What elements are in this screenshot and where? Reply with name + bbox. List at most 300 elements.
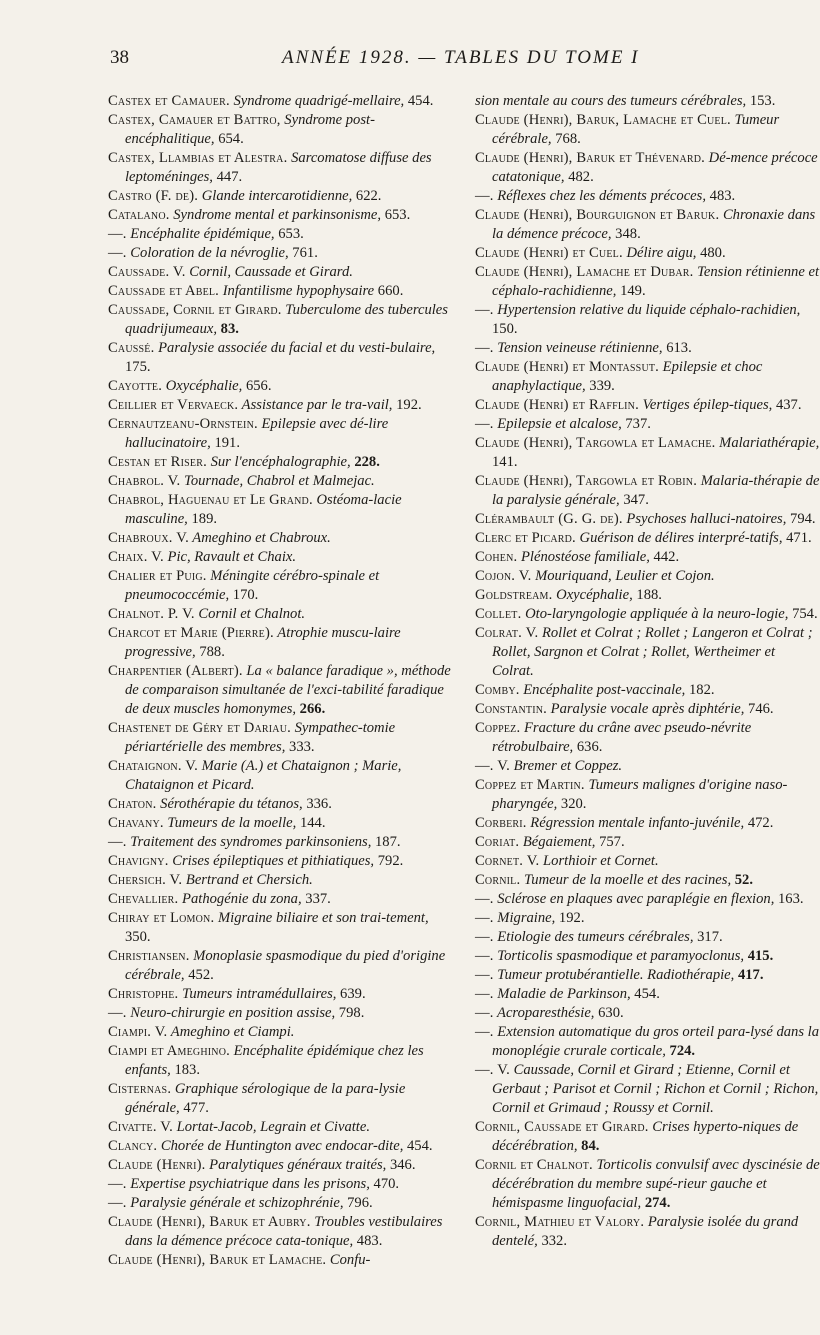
entry-title: Paralysie vocale après diphtérie,: [547, 701, 745, 717]
index-entry: [108, 263, 453, 282]
entry-title: Bégaiement,: [519, 834, 596, 850]
entry-author: —.: [108, 1005, 127, 1021]
index-entry: [475, 358, 820, 396]
entry-author: Chaix. V.: [108, 549, 164, 565]
entry-author: Claude (Henri), Baruk et Lamache.: [108, 1252, 327, 1268]
index-entry: [475, 947, 820, 966]
entry-reference: 350.: [125, 929, 151, 945]
entry-reference: 192.: [555, 910, 585, 926]
entry-author: Chataignon. V.: [108, 758, 198, 774]
entry-author: —.: [108, 245, 127, 261]
entry-reference: 317.: [693, 929, 723, 945]
entry-title: Chronaxie dans la démence précoce,: [492, 207, 816, 242]
entry-author: —.: [108, 1176, 127, 1192]
index-entry: [108, 206, 453, 225]
page-header: [110, 47, 660, 73]
entry-author: Claude (Henri), Targowla et Robin.: [475, 473, 698, 489]
index-entry: [108, 1194, 453, 1213]
entry-title: Délire aigu,: [622, 245, 697, 261]
index-entry: [108, 149, 453, 187]
entry-author: —.: [475, 302, 494, 318]
index-entry: [475, 415, 820, 434]
entry-title: Etiologie des tumeurs cérébrales,: [493, 929, 694, 945]
entry-author: Clerc et Picard.: [475, 530, 576, 546]
entry-author: Claude (Henri) et Montassut.: [475, 359, 660, 375]
index-entry: [475, 567, 820, 586]
entry-author: Castex et Camauer.: [108, 93, 230, 109]
entry-title: Tension rétinienne et céphalo-rachidienne,: [492, 264, 820, 299]
entry-title: Rollet et Colrat ; Rollet ; Langeron et Colrat ; Rollet, Sargnon et Colrat ; Rollet, Wertheimer et Colrat.: [492, 625, 813, 679]
entry-title: La « balance faradique », méthode de comparaison simultanée de l'exci-tabilité faradique de deux muscles homonymes,: [125, 663, 451, 717]
entry-reference: 796.: [343, 1195, 373, 1211]
entry-title: Migraine biliaire et son trai-tement,: [214, 910, 429, 926]
entry-reference: 442.: [649, 549, 680, 565]
entry-title: Marie (A.) et Chataignon ; Marie, Chataignon et Picard.: [125, 758, 402, 793]
index-entry: [108, 662, 453, 719]
index-entry: [475, 92, 820, 111]
entry-author: Christiansen.: [108, 948, 190, 964]
entry-author: Claude (Henri) et Rafflin.: [475, 397, 639, 413]
entry-author: Chabrol, Haguenau et Le Grand.: [108, 492, 313, 508]
index-entry: [108, 833, 453, 852]
entry-author: Chabrol. V.: [108, 473, 181, 489]
entry-author: —.: [475, 1005, 494, 1021]
entry-title: Paralysie associée du facial et du vesti-bulaire,: [154, 340, 436, 356]
entry-title: Assistance par le tra-vail,: [238, 397, 393, 413]
entry-title: Lortat-Jacob, Legrain et Civatte.: [172, 1119, 370, 1135]
entry-title: Ameghino et Chabroux.: [188, 530, 331, 546]
entry-title: Epilepsie et alcalose,: [493, 416, 622, 432]
entry-author: Cestan et Riser.: [108, 454, 207, 470]
entry-title: Pathogénie du zona,: [178, 891, 302, 907]
entry-title: Tuberculome des tubercules quadrijumeaux,: [125, 302, 448, 337]
entry-reference: 653.: [381, 207, 411, 223]
index-entry: [108, 548, 453, 567]
entry-title: Paralysie isolée du grand dentelé,: [492, 1214, 799, 1249]
index-entry: [108, 415, 453, 453]
entry-reference: 613.: [662, 340, 692, 356]
entry-title: Sur l'encéphalographie,: [206, 454, 351, 470]
index-entry: [475, 852, 820, 871]
index-entry: [108, 472, 453, 491]
index-entry: [108, 852, 453, 871]
entry-author: Claude (Henri).: [108, 1157, 206, 1173]
index-entry: [475, 111, 820, 149]
index-entry: [108, 453, 453, 472]
entry-title: Maladie de Parkinson,: [493, 986, 631, 1002]
index-entry: [108, 567, 453, 605]
index-entry: [108, 909, 453, 947]
entry-author: Comby.: [475, 682, 520, 698]
entry-reference: 654.: [214, 131, 244, 147]
entry-author: —.: [108, 226, 127, 242]
entry-reference: 483.: [706, 188, 736, 204]
entry-reference-bold: 274.: [641, 1195, 671, 1211]
entry-title: Caussade, Cornil et Girard ; Etienne, Cornil et Gerbaut ; Parisot et Cornil ; Richon et Cornil ; Richon, Cornil et Grimaud ; Roussy et Cornil.: [492, 1062, 819, 1116]
entry-title: Lorthioir et Cornet.: [539, 853, 659, 869]
entry-reference: 622.: [352, 188, 382, 204]
entry-title: Paralysie générale et schizophrénie,: [126, 1195, 344, 1211]
right-column: [475, 92, 820, 1251]
entry-title: Tumeur cérébrale,: [492, 112, 780, 147]
index-entry: [475, 719, 820, 757]
entry-reference-bold: 83.: [217, 321, 239, 337]
entry-reference: 656.: [242, 378, 272, 394]
entry-title: Infantilisme hypophysaire: [219, 283, 375, 299]
entry-title: Tension veineuse rétinienne,: [493, 340, 663, 356]
index-entry: [108, 1251, 453, 1270]
index-entry: [475, 1156, 820, 1213]
entry-title: Malaria-thérapie de la paralysie générale,: [492, 473, 820, 508]
index-entry: [108, 529, 453, 548]
entry-title: Tumeur protubérantielle. Radiothérapie,: [493, 967, 735, 983]
index-entry: [475, 776, 820, 814]
entry-title: Neuro-chirurgie en position assise,: [126, 1005, 336, 1021]
entry-author: Cornet. V.: [475, 853, 540, 869]
entry-title: Syndrome quadrigé-mellaire,: [229, 93, 405, 109]
index-entry: [475, 1023, 820, 1061]
entry-title: Traitement des syndromes parkinsoniens,: [126, 834, 372, 850]
entry-reference: 336.: [302, 796, 332, 812]
entry-title: Réflexes chez les déments précoces,: [493, 188, 706, 204]
entry-reference: 437.: [772, 397, 802, 413]
entry-author: Chersich. V.: [108, 872, 183, 888]
index-entry: [108, 377, 453, 396]
index-entry: [475, 757, 820, 776]
index-entry: [475, 472, 820, 510]
entry-author: Chavigny.: [108, 853, 169, 869]
entry-reference: 754.: [788, 606, 818, 622]
entry-author: Civatte. V.: [108, 1119, 173, 1135]
entry-title: Tumeurs de la moelle,: [163, 815, 297, 831]
entry-reference: 187.: [371, 834, 401, 850]
entry-reference: 346.: [386, 1157, 416, 1173]
entry-reference: 483.: [353, 1233, 383, 1249]
entry-title: Chorée de Huntington avec endocar-dite,: [157, 1138, 404, 1154]
index-entry: [475, 149, 820, 187]
entry-reference-bold: 52.: [731, 872, 753, 888]
entry-title: Ostéoma-lacie masculine,: [125, 492, 402, 527]
entry-author: Coppez et Martin.: [475, 777, 585, 793]
entry-title: Paralytiques généraux traités,: [205, 1157, 387, 1173]
entry-author: Chevallier.: [108, 891, 179, 907]
entry-author: Ceillier et Vervaeck.: [108, 397, 239, 413]
index-entry: [108, 1175, 453, 1194]
entry-author: Charcot et Marie (Pierre).: [108, 625, 274, 641]
entry-author: Coriat.: [475, 834, 520, 850]
entry-reference: 470.: [369, 1176, 400, 1192]
entry-reference: 757.: [595, 834, 625, 850]
entry-reference: 454.: [403, 1138, 433, 1154]
entry-title: Torticolis convulsif avec dyscinésie de décérébration du membre supé-rieur gauche et hémispasme linguofacial,: [492, 1157, 820, 1211]
entry-reference: 150.: [492, 321, 518, 337]
entry-reference: 191.: [210, 435, 240, 451]
entry-title: Sérothérapie du tétanos,: [156, 796, 303, 812]
entry-title: Oxycéphalie,: [162, 378, 243, 394]
entry-reference: 639.: [336, 986, 366, 1002]
entry-title: Fracture du crâne avec pseudo-névrite rétrobulbaire,: [492, 720, 752, 755]
entry-reference: 788.: [195, 644, 225, 660]
entry-author: Goldstream.: [475, 587, 553, 603]
entry-author: Claude (Henri), Bourguignon et Baruk.: [475, 207, 720, 223]
index-entry: [475, 605, 820, 624]
entry-author: —. V.: [475, 1062, 510, 1078]
entry-title: Tournade, Chabrol et Malmejac.: [180, 473, 375, 489]
entry-title: Psychoses halluci-natoires,: [622, 511, 787, 527]
index-entry: [108, 1004, 453, 1023]
entry-title: Hypertension relative du liquide céphalo-rachidien,: [493, 302, 801, 318]
entry-reference: 332.: [537, 1233, 567, 1249]
index-entry: [475, 833, 820, 852]
entry-title: Encéphalite épidémique,: [126, 226, 275, 242]
entry-title: Encéphalite post-vaccinale,: [519, 682, 686, 698]
entry-title: Syndrome mental et parkinsonisme,: [169, 207, 382, 223]
index-entry: [475, 396, 820, 415]
entry-title: Expertise psychiatrique dans les prisons,: [126, 1176, 370, 1192]
index-entry: [108, 491, 453, 529]
index-entry: [108, 871, 453, 890]
entry-reference: 141.: [492, 454, 518, 470]
entry-title: Tumeur de la moelle et des racines,: [520, 872, 732, 888]
index-entry: [108, 1213, 453, 1251]
entry-author: —.: [475, 188, 494, 204]
entry-author: —. V.: [475, 758, 510, 774]
entry-author: Cornil et Chalnot.: [475, 1157, 593, 1173]
index-entry: [475, 966, 820, 985]
entry-author: Charpentier (Albert).: [108, 663, 243, 679]
entry-title: Bertrand et Chersich.: [182, 872, 313, 888]
entry-title: Extension automatique du gros orteil para-lysé dans la monoplégie crurale corticale,: [492, 1024, 820, 1059]
entry-reference: 175.: [125, 359, 151, 375]
index-entry: [475, 586, 820, 605]
index-entry: [108, 339, 453, 377]
entry-reference-bold: 266.: [296, 701, 326, 717]
entry-author: Chiray et Lomon.: [108, 910, 215, 926]
entry-reference-bold: 724.: [665, 1043, 696, 1059]
index-entry: [475, 871, 820, 890]
entry-title: Torticolis spasmodique et paramyoclonus,: [493, 948, 745, 964]
entry-reference: 320.: [557, 796, 587, 812]
entry-reference: 737.: [621, 416, 651, 432]
entry-title: Oto-laryngologie appliquée à la neuro-logie,: [521, 606, 789, 622]
entry-reference: 337.: [301, 891, 331, 907]
entry-reference-bold: 84.: [577, 1138, 600, 1154]
entry-author: Caussé.: [108, 340, 155, 356]
entry-title: Pic, Ravault et Chaix.: [163, 549, 296, 565]
entry-author: Claude (Henri), Baruk, Lamache et Cuel.: [475, 112, 731, 128]
entry-title: Tumeurs intramédullaires,: [178, 986, 337, 1002]
entry-reference: 153.: [746, 93, 776, 109]
entry-author: Chalnot. P. V.: [108, 606, 195, 622]
entry-title: Acroparesthésie,: [493, 1005, 595, 1021]
entry-author: Castro (F. de).: [108, 188, 199, 204]
index-entry: [108, 301, 453, 339]
entry-reference: 454.: [404, 93, 434, 109]
index-entry: [475, 700, 820, 719]
entry-reference: 170.: [229, 587, 259, 603]
page-number: 38: [110, 47, 129, 68]
index-entry: [475, 624, 820, 681]
index-entry: [475, 187, 820, 206]
entry-author: Cornil, Mathieu et Valory.: [475, 1214, 645, 1230]
entry-reference: 660.: [374, 283, 404, 299]
entry-reference: 144.: [296, 815, 326, 831]
entry-author: Catalano.: [108, 207, 170, 223]
entry-author: Claude (Henri), Baruk et Aubry.: [108, 1214, 311, 1230]
entry-author: —.: [475, 986, 494, 1002]
index-entry: [108, 757, 453, 795]
index-entry: [475, 529, 820, 548]
entry-title: Mouriquand, Leulier et Cojon.: [531, 568, 715, 584]
index-entry: [108, 814, 453, 833]
index-entry: [475, 909, 820, 928]
entry-author: Ciampi. V.: [108, 1024, 168, 1040]
index-entry: [475, 681, 820, 700]
entry-title: sion mentale au cours des tumeurs cérébrales,: [475, 93, 747, 109]
entry-author: Chalier et Puig.: [108, 568, 207, 584]
entry-author: —.: [108, 1195, 127, 1211]
entry-author: Cisternas.: [108, 1081, 172, 1097]
index-entry: [108, 225, 453, 244]
index-entry: [108, 719, 453, 757]
entry-author: —.: [475, 948, 494, 964]
entry-author: Cornil, Caussade et Girard.: [475, 1119, 649, 1135]
entry-title: Tumeurs malignes d'origine naso-pharyngée,: [492, 777, 788, 812]
entry-title: Ameghino et Ciampi.: [167, 1024, 295, 1040]
index-entry: [108, 396, 453, 415]
entry-title: Cornil, Caussade et Girard.: [185, 264, 353, 280]
entry-author: Ciampi et Ameghino.: [108, 1043, 230, 1059]
entry-author: —.: [475, 1024, 494, 1040]
index-entry: [108, 244, 453, 263]
entry-title: Vertiges épilep-tiques,: [638, 397, 773, 413]
entry-reference: 183.: [170, 1062, 200, 1078]
index-entry: [475, 244, 820, 263]
entry-author: Collet.: [475, 606, 522, 622]
entry-author: Chavany.: [108, 815, 164, 831]
entry-author: —.: [475, 929, 494, 945]
entry-author: Cernautzeanu-Ornstein.: [108, 416, 258, 432]
entry-reference: 480.: [696, 245, 726, 261]
entry-reference: 471.: [782, 530, 812, 546]
entry-reference: 454.: [630, 986, 660, 1002]
entry-reference: 477.: [179, 1100, 209, 1116]
entry-reference: 630.: [594, 1005, 624, 1021]
index-entry: [108, 282, 453, 301]
index-entry: [108, 1042, 453, 1080]
entry-title: Coloration de la névroglie,: [126, 245, 289, 261]
entry-author: Castex, Camauer et Battro,: [108, 112, 281, 128]
index-entry: [475, 206, 820, 244]
entry-reference: 798.: [335, 1005, 365, 1021]
index-entry: [475, 510, 820, 529]
entry-title: Bremer et Coppez.: [509, 758, 623, 774]
index-entry: [475, 548, 820, 567]
entry-reference: 163.: [774, 891, 804, 907]
entry-reference-bold: 417.: [734, 967, 764, 983]
index-entry: [108, 985, 453, 1004]
entry-reference: 636.: [573, 739, 603, 755]
entry-title: Glande intercarotidienne,: [198, 188, 353, 204]
entry-author: —.: [475, 891, 494, 907]
index-entry: [475, 1061, 820, 1118]
entry-author: Clérambault (G. G. de).: [475, 511, 623, 527]
entry-author: —.: [108, 834, 127, 850]
entry-title: Migraine,: [493, 910, 556, 926]
entry-reference: 333.: [285, 739, 315, 755]
index-entry: [475, 339, 820, 358]
entry-author: Chastenet de Géry et Dariau.: [108, 720, 291, 736]
entry-title: Sclérose en plaques avec paraplégie en flexion,: [493, 891, 775, 907]
entry-author: Claude (Henri), Baruk et Thévenard.: [475, 150, 706, 166]
index-entry: [108, 111, 453, 149]
index-entry: [108, 1080, 453, 1118]
entry-title: Syndrome post-encéphalitique,: [125, 112, 375, 147]
entry-title: Crises hyperto-niques de décérébration,: [492, 1119, 799, 1154]
entry-reference: 348.: [611, 226, 641, 242]
entry-reference: 189.: [187, 511, 218, 527]
entry-title: Crises épileptiques et pithiatiques,: [168, 853, 375, 869]
entry-reference: 192.: [392, 397, 422, 413]
entry-author: Cornil.: [475, 872, 521, 888]
entry-author: Corberi.: [475, 815, 527, 831]
entry-author: Colrat. V.: [475, 625, 539, 641]
index-entry: [108, 624, 453, 662]
entry-title: Cornil et Chalnot.: [194, 606, 306, 622]
index-entry: [108, 605, 453, 624]
entry-title: Plénostéose familiale,: [517, 549, 650, 565]
entry-author: Claude (Henri) et Cuel.: [475, 245, 623, 261]
left-column: [108, 92, 453, 1270]
index-entry: [475, 928, 820, 947]
entry-title: Malariathérapie,: [715, 435, 820, 451]
index-entry: [475, 1004, 820, 1023]
entry-title: Sympathec-tomie périartérielle des membres,: [125, 720, 396, 755]
index-entry: [475, 434, 820, 472]
entry-title: Sarcomatose diffuse des leptoméninges,: [125, 150, 432, 185]
entry-reference: 768.: [551, 131, 581, 147]
entry-title: Méningite cérébro-spinale et pneumococcémie,: [125, 568, 380, 603]
entry-reference: 482.: [564, 169, 594, 185]
entry-author: Cojon. V.: [475, 568, 532, 584]
entry-title: Dé-mence précoce catatonique,: [492, 150, 818, 185]
entry-author: —.: [475, 910, 494, 926]
index-entry: [108, 890, 453, 909]
entry-reference: 447.: [212, 169, 243, 185]
entry-reference: 149.: [616, 283, 646, 299]
entry-title: Graphique sérologique de la para-lysie générale,: [125, 1081, 406, 1116]
entry-reference: 792.: [374, 853, 404, 869]
entry-author: Clancy.: [108, 1138, 158, 1154]
entry-title: Monoplasie spasmodique du pied d'origine cérébrale,: [125, 948, 446, 983]
index-entry: [475, 263, 820, 301]
index-entry: [108, 92, 453, 111]
index-entry: [475, 890, 820, 909]
entry-reference: 188.: [632, 587, 662, 603]
index-entry: [475, 985, 820, 1004]
entry-title: Encéphalite épidémique chez les enfants,: [125, 1043, 424, 1078]
entry-author: Cohen.: [475, 549, 518, 565]
running-title: ANNÉE 1928. — TABLES DU TOME I: [282, 47, 640, 68]
index-entry: [108, 1023, 453, 1042]
entry-author: —.: [475, 340, 494, 356]
entry-title: Régression mentale infanto-juvénile,: [526, 815, 745, 831]
entry-author: Caussade. V.: [108, 264, 186, 280]
index-entry: [475, 301, 820, 339]
index-entry: [475, 1118, 820, 1156]
entry-reference: 452.: [184, 967, 214, 983]
entry-title: Troubles vestibulaires dans la démence précoce cata-tonique,: [125, 1214, 443, 1249]
